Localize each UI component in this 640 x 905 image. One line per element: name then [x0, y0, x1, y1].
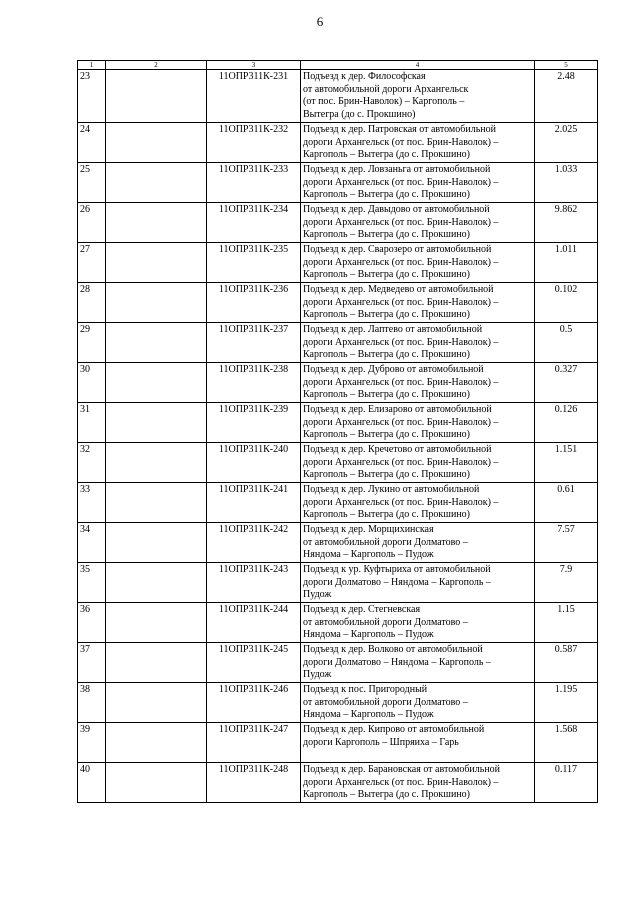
row-number: 30	[78, 363, 106, 403]
road-length: 1.011	[535, 243, 598, 283]
row-number: 40	[78, 763, 106, 803]
road-length: 2.48	[535, 70, 598, 123]
table-row	[78, 523, 598, 563]
table-row	[78, 70, 598, 123]
row-col2	[106, 443, 207, 483]
column-number-row	[78, 61, 598, 70]
row-number: 33	[78, 483, 106, 523]
row-col2	[106, 483, 207, 523]
row-number: 37	[78, 643, 106, 683]
table-row	[78, 323, 598, 363]
row-number: 27	[78, 243, 106, 283]
table-row	[78, 763, 598, 803]
table-row	[78, 643, 598, 683]
row-col2	[106, 563, 207, 603]
table-row	[78, 363, 598, 403]
road-length: 0.126	[535, 403, 598, 443]
row-number: 34	[78, 523, 106, 563]
road-name: Подъезд к дер. Сварозеро от автомобильной дороги Архангельск (от пос. Брин-Наволок) – Каргополь – Вытегра (до с. Прокшино)	[301, 243, 535, 283]
road-code: 11ОПР311К-244	[207, 603, 301, 643]
road-code: 11ОПР311К-242	[207, 523, 301, 563]
road-length: 7.9	[535, 563, 598, 603]
road-length: 0.327	[535, 363, 598, 403]
row-col2	[106, 683, 207, 723]
road-code: 11ОПР311К-233	[207, 163, 301, 203]
road-name: Подъезд к дер. Философская от автомобильной дороги Архангельск (от пос. Брин-Наволок) – Каргополь – Вытегра (до с. Прокшино)	[301, 70, 535, 123]
table-row	[78, 203, 598, 243]
road-name: Подъезд к пос. Пригородный от автомобильной дороги Долматово – Няндома – Каргополь – Пудож	[301, 683, 535, 723]
road-length: 0.61	[535, 483, 598, 523]
row-number: 36	[78, 603, 106, 643]
road-length: 1.151	[535, 443, 598, 483]
row-number: 26	[78, 203, 106, 243]
road-length: 1.15	[535, 603, 598, 643]
column-header: 3	[207, 61, 301, 70]
road-name: Подъезд к дер. Медведево от автомобильной дороги Архангельск (от пос. Брин-Наволок) – Каргополь – Вытегра (до с. Прокшино)	[301, 283, 535, 323]
road-length: 1.195	[535, 683, 598, 723]
row-number: 24	[78, 123, 106, 163]
road-code: 11ОПР311К-232	[207, 123, 301, 163]
table-row	[78, 123, 598, 163]
road-code: 11ОПР311К-239	[207, 403, 301, 443]
road-length: 2.025	[535, 123, 598, 163]
road-code: 11ОПР311К-247	[207, 723, 301, 763]
table-row	[78, 163, 598, 203]
table-row	[78, 403, 598, 443]
row-col2	[106, 283, 207, 323]
row-number: 32	[78, 443, 106, 483]
roads-table	[77, 60, 598, 803]
road-name: Подъезд к дер. Кречетово от автомобильной дороги Архангельск (от пос. Брин-Наволок) – Каргополь – Вытегра (до с. Прокшино)	[301, 443, 535, 483]
column-header: 1	[78, 61, 106, 70]
row-col2	[106, 363, 207, 403]
road-code: 11ОПР311К-240	[207, 443, 301, 483]
table-row	[78, 443, 598, 483]
road-name: Подъезд к дер. Патровская от автомобильной дороги Архангельск (от пос. Брин-Наволок) – Каргополь – Вытегра (до с. Прокшино)	[301, 123, 535, 163]
column-header: 2	[106, 61, 207, 70]
row-col2	[106, 203, 207, 243]
road-length: 0.117	[535, 763, 598, 803]
table-row	[78, 283, 598, 323]
row-number: 23	[78, 70, 106, 123]
row-number: 29	[78, 323, 106, 363]
table-row	[78, 563, 598, 603]
column-header: 4	[301, 61, 535, 70]
table-row	[78, 723, 598, 763]
road-name: Подъезд к дер. Барановская от автомобильной дороги Архангельск (от пос. Брин-Наволок) – Каргополь – Вытегра (до с. Прокшино)	[301, 763, 535, 803]
road-length: 0.5	[535, 323, 598, 363]
row-col2	[106, 243, 207, 283]
row-col2	[106, 643, 207, 683]
road-code: 11ОПР311К-243	[207, 563, 301, 603]
row-col2	[106, 523, 207, 563]
row-col2	[106, 723, 207, 763]
row-col2	[106, 603, 207, 643]
road-code: 11ОПР311К-231	[207, 70, 301, 123]
row-col2	[106, 123, 207, 163]
row-col2	[106, 323, 207, 363]
road-length: 7.57	[535, 523, 598, 563]
table-row	[78, 483, 598, 523]
road-code: 11ОПР311К-236	[207, 283, 301, 323]
road-name: Подъезд к дер. Морщихинская от автомобильной дороги Долматово – Няндома – Каргополь – Пудож	[301, 523, 535, 563]
table-row	[78, 243, 598, 283]
road-name: Подъезд к дер. Елизарово от автомобильной дороги Архангельск (от пос. Брин-Наволок) – Каргополь – Вытегра (до с. Прокшино)	[301, 403, 535, 443]
road-code: 11ОПР311К-238	[207, 363, 301, 403]
road-code: 11ОПР311К-234	[207, 203, 301, 243]
road-length: 9.862	[535, 203, 598, 243]
road-length: 0.587	[535, 643, 598, 683]
road-name: Подъезд к дер. Дуброво от автомобильной дороги Архангельск (от пос. Брин-Наволок) – Каргополь – Вытегра (до с. Прокшино)	[301, 363, 535, 403]
row-col2	[106, 163, 207, 203]
road-code: 11ОПР311К-237	[207, 323, 301, 363]
row-col2	[106, 403, 207, 443]
column-header: 5	[535, 61, 598, 70]
road-length: 1.568	[535, 723, 598, 763]
row-number: 28	[78, 283, 106, 323]
row-number: 39	[78, 723, 106, 763]
road-code: 11ОПР311К-248	[207, 763, 301, 803]
table-row	[78, 603, 598, 643]
road-name: Подъезд к дер. Волково от автомобильной дороги Долматово – Няндома – Каргополь – Пудож	[301, 643, 535, 683]
row-number: 31	[78, 403, 106, 443]
road-code: 11ОПР311К-241	[207, 483, 301, 523]
row-col2	[106, 763, 207, 803]
road-name: Подъезд к дер. Стегневская от автомобильной дороги Долматово – Няндома – Каргополь – Пудож	[301, 603, 535, 643]
row-col2	[106, 70, 207, 123]
table-row	[78, 683, 598, 723]
road-length: 1.033	[535, 163, 598, 203]
table-body	[78, 70, 598, 803]
row-number: 35	[78, 563, 106, 603]
road-name: Подъезд к дер. Лаптево от автомобильной дороги Архангельск (от пос. Брин-Наволок) – Каргополь – Вытегра (до с. Прокшино)	[301, 323, 535, 363]
road-name: Подъезд к дер. Ловзаньга от автомобильной дороги Архангельск (от пос. Брин-Наволок) – Каргополь – Вытегра (до с. Прокшино)	[301, 163, 535, 203]
road-code: 11ОПР311К-235	[207, 243, 301, 283]
row-number: 25	[78, 163, 106, 203]
road-code: 11ОПР311К-246	[207, 683, 301, 723]
row-number: 38	[78, 683, 106, 723]
road-name: Подъезд к дер. Кипрово от автомобильной дороги Каргополь – Шпряиха – Гарь	[301, 723, 535, 763]
page-number: 6	[316, 14, 324, 29]
road-name: Подъезд к дер. Давыдово от автомобильной дороги Архангельск (от пос. Брин-Наволок) – Каргополь – Вытегра (до с. Прокшино)	[301, 203, 535, 243]
road-name: Подъезд к ур. Куфтыриха от автомобильной дороги Долматово – Няндома – Каргополь – Пудож	[301, 563, 535, 603]
road-length: 0.102	[535, 283, 598, 323]
road-name: Подъезд к дер. Лукино от автомобильной дороги Архангельск (от пос. Брин-Наволок) – Каргополь – Вытегра (до с. Прокшино)	[301, 483, 535, 523]
road-code: 11ОПР311К-245	[207, 643, 301, 683]
